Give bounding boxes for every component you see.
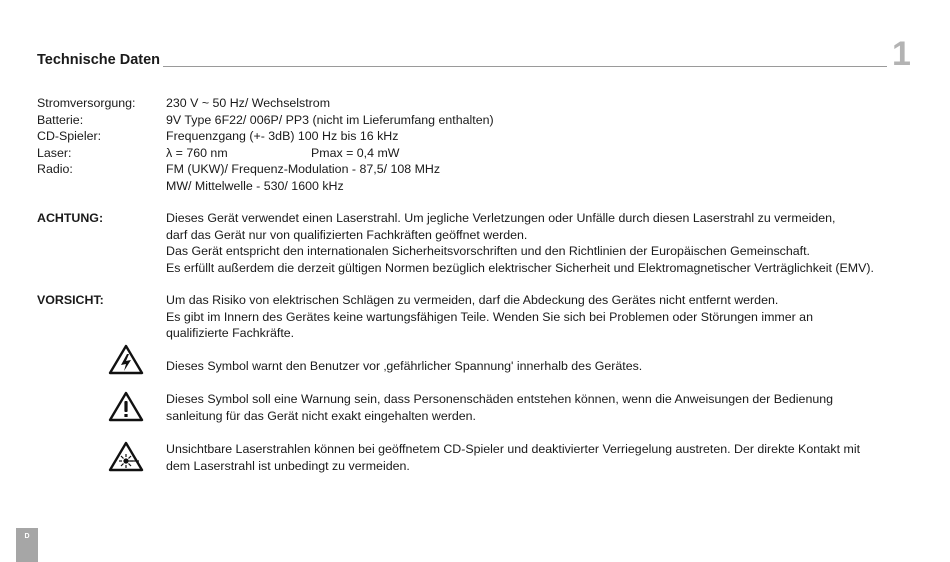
text-line: Dieses Gerät verwendet einen Laserstrahl. Um jegliche Verletzungen oder Unfälle durch diesen Laserstrahl zu vermeiden, (166, 211, 836, 225)
spec-label: Laser: (37, 145, 72, 160)
achtung-label: ACHTUNG: (37, 211, 104, 225)
spec-label: Batterie: (37, 112, 84, 127)
symbol-description (166, 358, 926, 375)
spec-value: λ = 760 nm (166, 145, 228, 160)
spec-label: CD-Spieler: (37, 129, 102, 143)
section-heading-row (37, 52, 887, 72)
section-title: Technische Daten (37, 52, 163, 69)
text-line: darf das Gerät nur von qualifizierten Fachkräften geöffnet werden. (166, 227, 528, 242)
vorsicht-label: VORSICHT: (37, 293, 104, 307)
spec-extra-value: Pmax = 0,4 mW (311, 145, 400, 160)
laser-warning-icon (108, 441, 144, 473)
spec-label: Radio: (37, 162, 73, 176)
spec-value: 230 V ~ 50 Hz/ Wechselstrom (166, 96, 331, 110)
vorsicht-text (166, 292, 926, 342)
heading-rule (159, 66, 887, 67)
spec-label: Stromversorgung: (37, 96, 136, 110)
spec-value: MW/ Mittelwelle - 530/ 1600 kHz (166, 178, 344, 193)
text-line: Es gibt im Innern des Gerätes keine wartungsfähigen Teile. Wenden Sie sich bei Problemen oder Störungen immer an (166, 309, 813, 324)
text-line: Das Gerät entspricht den internationalen Sicherheitsvorschriften und den Richtlinien der Europäischen Gemeinschaft. (166, 244, 810, 258)
high-voltage-warning-icon (108, 344, 144, 376)
text-line: sanleitung für das Gerät nicht exakt eingehalten werden. (166, 408, 476, 423)
language-tab (16, 528, 38, 562)
text-line: Dieses Symbol warnt den Benutzer vor ‚gefährlicher Spannung' innerhalb des Gerätes. (166, 359, 643, 373)
spec-value: Frequenzgang (+- 3dB) 100 Hz bis 16 kHz (166, 129, 399, 143)
achtung-text (166, 210, 926, 276)
symbol-description (166, 441, 926, 474)
text-line: Dieses Symbol soll eine Warnung sein, dass Personenschäden entstehen können, wenn die Anweisungen der Bedienung (166, 392, 834, 406)
chapter-number: 1 (892, 35, 911, 73)
text-line: dem Laserstrahl ist unbedingt zu vermeiden. (166, 458, 410, 473)
text-line: Es erfüllt außerdem die derzeit gültigen Normen bezüglich elektrischer Sicherheit und Elektromagnetischer Verträglichkeit (EMV). (166, 260, 874, 275)
exclamation-warning-icon (108, 391, 144, 423)
symbol-description (166, 391, 926, 424)
text-line: qualifizierte Fachkräfte. (166, 326, 295, 340)
spec-value: 9V Type 6F22/ 006P/ PP3 (nicht im Lieferumfang enthalten) (166, 112, 494, 127)
spec-value: FM (UKW)/ Frequenz-Modulation - 87,5/ 108 MHz (166, 162, 441, 176)
text-line: Unsichtbare Laserstrahlen können bei geöffnetem CD-Spieler und deaktivierter Verriegelung austreten. Der direkte Kontakt mit (166, 442, 861, 456)
language-tab-label: D (24, 533, 30, 540)
text-line: Um das Risiko von elektrischen Schlägen zu vermeiden, darf die Abdeckung des Gerätes nicht entfernt werden. (166, 293, 779, 307)
